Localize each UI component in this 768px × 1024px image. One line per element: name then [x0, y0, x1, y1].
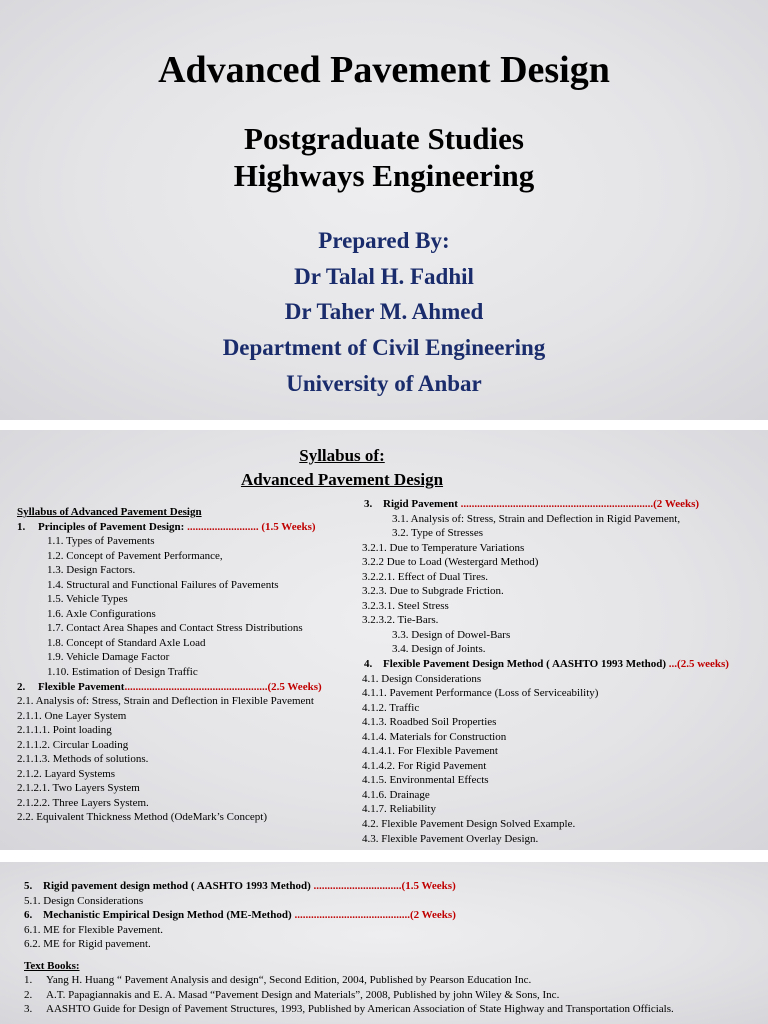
list-item: 4.1.1. Pavement Performance (Loss of Serviceability) [362, 687, 599, 700]
list-item: 6.1. ME for Flexible Pavement. [24, 923, 164, 936]
list-item: 3.2.3.2. Tie-Bars. [362, 614, 439, 627]
subtitle-line-1: Postgraduate Studies [244, 121, 524, 156]
section-title: Flexible Pavement Design Method ( AASHTO 1993 Method) [383, 658, 667, 671]
list-item: 1.6. Axle Configurations [47, 607, 156, 620]
list-item: 3.2.2 Due to Load (Westergard Method) [362, 556, 539, 569]
syllabus-right-column [362, 497, 729, 846]
list-item: 2.1.1.3. Methods of solutions. [17, 753, 149, 766]
section-duration: ....................................................(2.5 Weeks) [124, 680, 322, 693]
subtitle-line-2: Highways Engineering [233, 158, 535, 193]
section-title: Principles of Pavement Design: [38, 520, 185, 533]
department: Department of Civil Engineering [222, 335, 546, 360]
syllabus-continued [24, 879, 674, 1017]
list-item: 3.2.3. Due to Subgrade Friction. [362, 585, 504, 598]
section-1-heading [17, 520, 322, 535]
list-item: 1.3. Design Factors. [47, 564, 136, 577]
list-item: 4.1.3. Roadbed Soil Properties [362, 716, 497, 729]
list-item: 4.1.4.1. For Flexible Pavement [362, 745, 498, 758]
section-2-heading [17, 680, 322, 695]
section-duration: ..........................................(2 Weeks) [294, 909, 456, 922]
list-item: 4.1.4. Materials for Construction [362, 730, 507, 743]
textbook-number: 2. [24, 988, 33, 1001]
list-item: 1.4. Structural and Functional Failures of Pavements [47, 578, 279, 591]
textbook-citation: Yang H. Huang “ Pavement Analysis and design“, Second Edition, 2004, Published by Pearson Education Inc. [46, 974, 532, 987]
author-2: Dr Taher M. Ahmed [284, 299, 484, 324]
list-item: 1.5. Vehicle Types [47, 593, 128, 606]
list-item: 1.9. Vehicle Damage Factor [47, 651, 170, 664]
list-item: 4.1.5. Environmental Effects [362, 774, 489, 787]
syllabus-slide [0, 430, 768, 850]
list-item: 4.1.4.2. For Rigid Pavement [362, 759, 487, 772]
list-item: 4.2. Flexible Pavement Design Solved Example. [362, 818, 576, 831]
syllabus-heading-course: Advanced Pavement Design [240, 470, 444, 489]
list-item: 2.1.2. Layard Systems [17, 767, 116, 780]
list-item: 2.1.1.2. Circular Loading [17, 738, 129, 751]
textbook-item [24, 1002, 674, 1017]
list-item: 3.4. Design of Joints. [392, 643, 486, 656]
section-duration: ...(2.5 weeks) [668, 658, 729, 671]
list-item: 3.1. Analysis of: Stress, Strain and Deflection in Rigid Pavement, [392, 512, 681, 525]
textbook-list [24, 973, 674, 1017]
list-item: 4.1.6. Drainage [362, 788, 430, 801]
section-1-items [17, 534, 322, 679]
prepared-by-label: Prepared By: [318, 228, 450, 253]
section-duration: ......................................................................(2 Weeks) [460, 498, 700, 510]
list-item: 4.1. Design Considerations [362, 672, 482, 685]
section-4-items [362, 672, 729, 847]
section-title: Flexible Pavement [38, 680, 125, 693]
section-title: Rigid Pavement [383, 498, 458, 510]
list-item: 1.7. Contact Area Shapes and Contact Stress Distributions [47, 622, 303, 635]
list-item: 4.1.7. Reliability [362, 803, 436, 816]
section-number: 6. [24, 909, 33, 922]
textbook-item [24, 988, 674, 1003]
list-item: 1.1. Types of Pavements [47, 535, 155, 548]
list-item: 2.1. Analysis of: Stress, Strain and Deflection in Flexible Pavement [17, 695, 314, 708]
textbooks-heading: Text Books: [24, 959, 80, 972]
spacer [24, 952, 674, 959]
textbook-number: 3. [24, 1003, 33, 1016]
section-3-items [362, 512, 729, 657]
section-title: Rigid pavement design method ( AASHTO 1993 Method) [43, 880, 311, 892]
title-slide [0, 0, 768, 420]
list-item: 3.3. Design of Dowel-Bars [392, 628, 511, 641]
section-number: 3. [364, 498, 373, 510]
textbook-number: 1. [24, 974, 33, 987]
section-6-heading [24, 908, 674, 923]
syllabus-continued-slide [0, 862, 768, 1024]
section-title: Mechanistic Empirical Design Method (ME-Method) [43, 909, 292, 922]
section-number: 2. [17, 680, 26, 693]
list-item: 3.2.3.1. Steel Stress [362, 599, 449, 612]
list-item: 1.2. Concept of Pavement Performance, [47, 549, 223, 562]
section-5-heading [24, 879, 674, 894]
textbook-citation: A.T. Papagiannakis and E. A. Masad “Pavement Design and Materials”, 2008, Published by john Wiley & Sons, Inc. [46, 988, 560, 1001]
university: University of Anbar [286, 371, 482, 396]
section-3-heading [362, 497, 729, 512]
subtitle [0, 120, 768, 194]
list-item: 3.2.2.1. Effect of Dual Tires. [362, 570, 488, 583]
section-item: 5.1. Design Considerations [24, 894, 144, 907]
list-item: 6.2. ME for Rigid pavement. [24, 938, 151, 951]
section-duration: .......................... (1.5 Weeks) [187, 520, 316, 533]
course-title: Advanced Pavement Design [158, 49, 610, 91]
section-duration: ................................(1.5 Weeks) [313, 880, 456, 892]
author-1: Dr Talal H. Fadhil [294, 264, 474, 289]
list-item: 2.2. Equivalent Thickness Method (OdeMark’s Concept) [17, 811, 267, 824]
list-item: 1.10. Estimation of Design Traffic [47, 666, 198, 679]
list-item: 2.1.2.1. Two Layers System [17, 782, 140, 795]
list-item: 4.1.2. Traffic [362, 701, 420, 714]
list-item: 3.2. Type of Stresses [392, 527, 483, 540]
syllabus-heading: Syllabus of: [299, 446, 385, 465]
list-item: 2.1.1.1. Point loading [17, 724, 112, 737]
syllabus-left-column [17, 505, 322, 825]
section-number: 5. [24, 880, 33, 892]
textbook-citation: AASHTO Guide for Design of Pavement Structures, 1993, Published by American Association of State Highway and Transportation Officials. [46, 1003, 674, 1016]
list-item: 2.1.1. One Layer System [17, 709, 127, 722]
section-4-heading [362, 657, 729, 672]
section-6-items [24, 923, 674, 952]
section-number: 1. [17, 520, 26, 533]
section-number: 4. [364, 658, 373, 671]
list-item: 3.2.1. Due to Temperature Variations [362, 541, 525, 554]
list-item: 2.1.2.2. Three Layers System. [17, 796, 149, 809]
textbook-item [24, 973, 674, 988]
section-2-items [17, 694, 322, 825]
list-item: 1.8. Concept of Standard Axle Load [47, 636, 206, 649]
syllabus-caption: Syllabus of Advanced Pavement Design [17, 506, 202, 518]
list-item: 4.3. Flexible Pavement Overlay Design. [362, 832, 539, 845]
